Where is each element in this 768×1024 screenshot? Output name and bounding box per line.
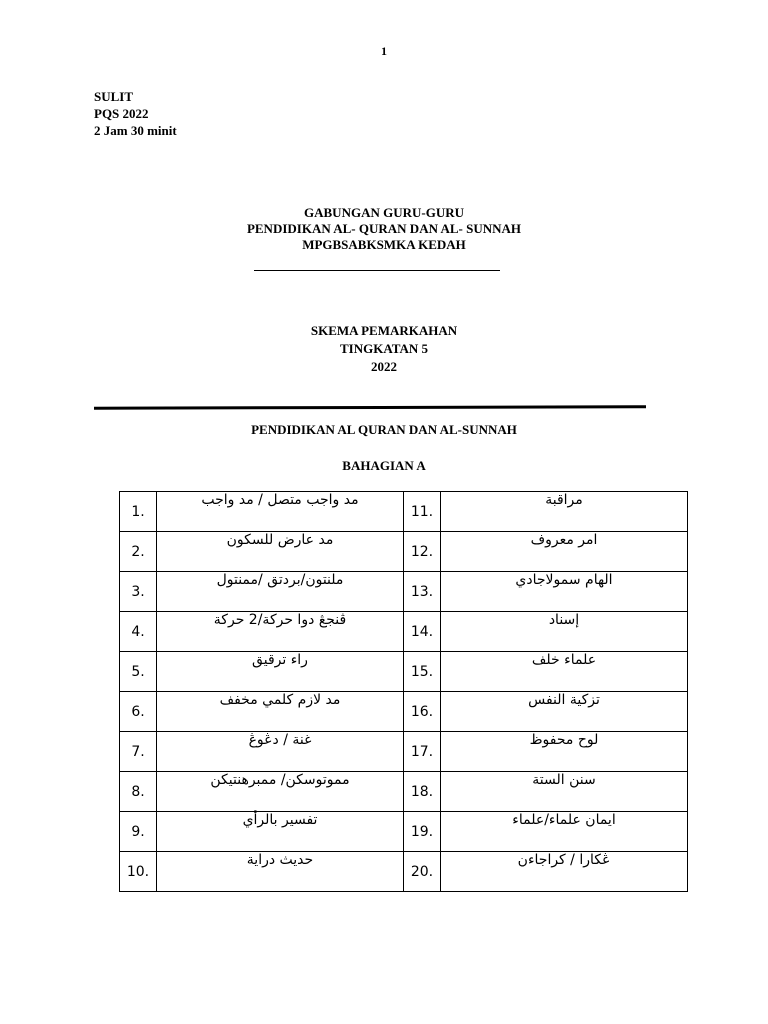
answer-text: ڠكارا / كراجاءن [441,852,688,892]
answer-number: 10. [120,852,157,892]
answer-number: 8. [120,772,157,812]
organisation-block [0,205,768,253]
answer-number: 7. [120,732,157,772]
answer-text: الهام سمولاجادي [441,572,688,612]
scheme-title: SKEMA PEMARKAHAN [310,323,458,338]
section-title: BAHAGIAN A [342,458,426,473]
answer-text: لوح محفوظ [441,732,688,772]
answer-text: راء ترقيق [157,652,404,692]
answer-number: 5. [120,652,157,692]
answer-text: ايمان علماء/علماء [441,812,688,852]
answer-number: 13. [404,572,441,612]
answer-number: 4. [120,612,157,652]
answer-text: مراقبة [441,492,688,532]
table-row [120,612,688,652]
answer-text: تزكية النفس [441,692,688,732]
answer-number: 11. [404,492,441,532]
answer-number: 6. [120,692,157,732]
table-row [120,772,688,812]
classification-label: SULIT [94,89,134,104]
answer-number: 2. [120,532,157,572]
subject-title: PENDIDIKAN AL QURAN DAN AL-SUNNAH [251,422,517,437]
answer-text: مد عارض للسكون [157,532,404,572]
table-row [120,852,688,892]
answer-text: امر معروف [441,532,688,572]
answer-text: علماء خلف [441,652,688,692]
organisation-line-1: GABUNGAN GURU-GURU [304,205,464,220]
exam-duration: 2 Jam 30 minit [94,123,177,138]
scheme-title-block [0,322,768,376]
answer-number: 19. [404,812,441,852]
table-row [120,692,688,732]
answer-text: حديث دراية [157,852,404,892]
table-row [120,492,688,532]
table-row [120,812,688,852]
answer-text: إسناد [441,612,688,652]
document-header [94,88,177,139]
divider-short [254,270,500,271]
answer-table [119,491,688,892]
answer-text: تفسير بالرأي [157,812,404,852]
divider-long [94,405,646,409]
answer-number: 14. [404,612,441,652]
form-level: TINGKATAN 5 [340,341,428,356]
answer-text: ملنتون/بردتق /ممنتول [157,572,404,612]
table-row [120,652,688,692]
table-row [120,572,688,612]
answer-text: غنة / دڠوڠ [157,732,404,772]
answer-number: 17. [404,732,441,772]
page-number: 1 [381,44,387,58]
answer-number: 16. [404,692,441,732]
answer-number: 9. [120,812,157,852]
table-row [120,732,688,772]
organisation-line-2: PENDIDIKAN AL- QURAN DAN AL- SUNNAH [246,221,522,236]
exam-code: PQS 2022 [94,106,149,121]
answer-text: مموتوسكن/ ممبرهنتيكن [157,772,404,812]
answer-text: ڤنجڠ دوا حركة/2 حركة [157,612,404,652]
answer-number: 18. [404,772,441,812]
organisation-line-3: MPGBSABKSMKA KEDAH [302,237,466,252]
answer-number: 20. [404,852,441,892]
answer-text: مد لازم كلمي مخفف [157,692,404,732]
answer-text: مد واجب متصل / مد واجب [157,492,404,532]
answer-number: 1. [120,492,157,532]
answer-number: 15. [404,652,441,692]
answer-text: سنن الستة [441,772,688,812]
table-row [120,532,688,572]
scheme-year: 2022 [371,359,397,374]
answer-number: 3. [120,572,157,612]
answer-number: 12. [404,532,441,572]
